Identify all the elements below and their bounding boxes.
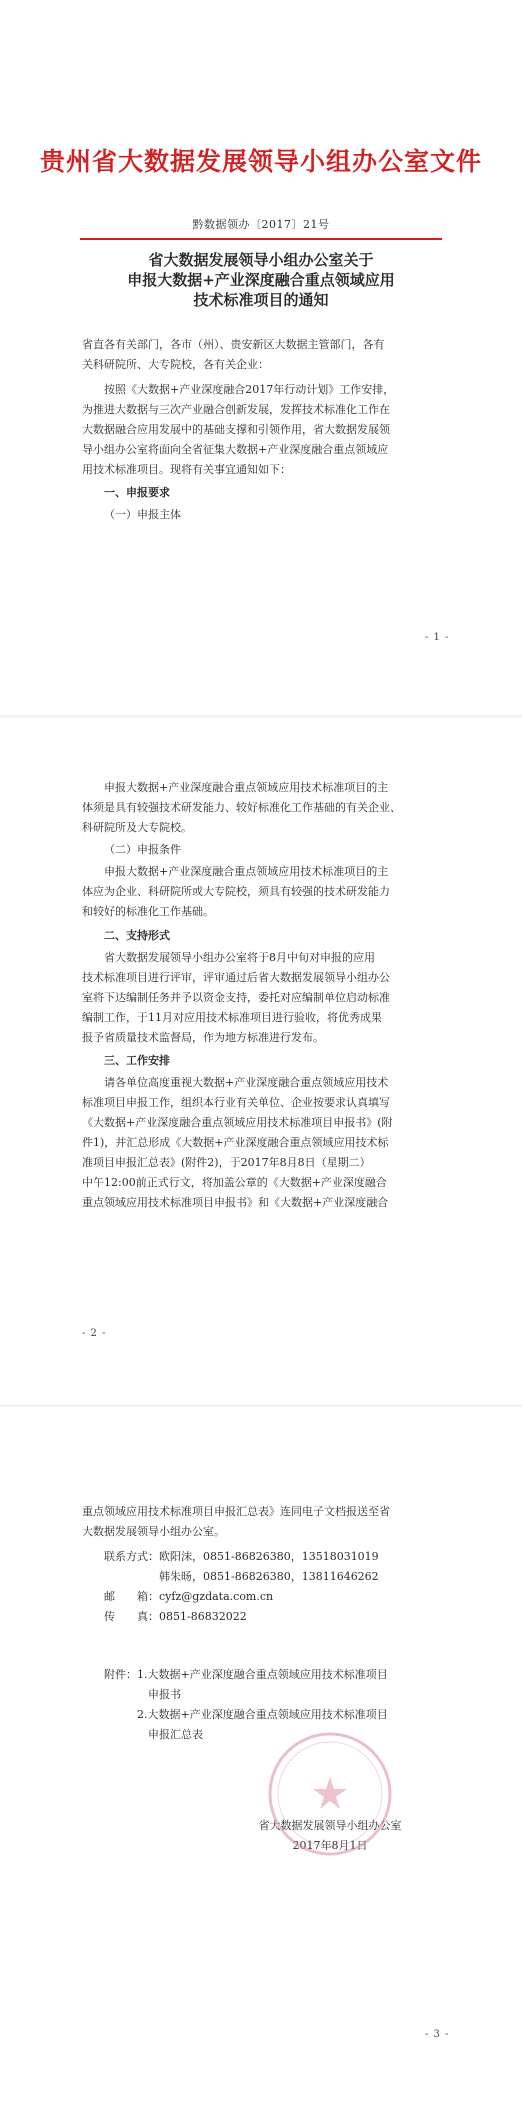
attachment-2: 2.大数据+产业深度融合重点领域应用技术标准项目 — [137, 1708, 388, 1721]
section-2-heading: 二、支持形式 — [104, 929, 170, 942]
fax-number: 0851-86832022 — [159, 1610, 247, 1623]
signature-date: 2017年8月1日 — [292, 1839, 368, 1852]
paragraph-continuation: 重点领域应用技术标准项目申报汇总表》连同电子文档报送至省 大数据发展领导小组办公室。 — [82, 1505, 390, 1538]
intro-paragraph: 按照《大数据+产业深度融合2017年行动计划》工作安排， 为推进大数据与三次产业融合创新发展，发挥技术标准化工作在 大数据融合应用发展中的基础支撑和引领作用，省大数据发展领 导小组办公室将面向全省征集大数据+产业深度融合重点领域应 用技术标准项目。现将有关事宜通知如下： — [82, 383, 395, 476]
section-1-heading: 一、申报要求 — [104, 486, 170, 499]
page-number: - 1 - — [425, 632, 450, 643]
signature-organization: 省大数据发展领导小组办公室 — [258, 1819, 402, 1832]
paragraph-arrangement: 请各单位高度重视大数据+产业深度融合重点领域应用技术 标准项目申报工作，组织本行业有关单位、企业按要求认真填写 《大数据+产业深度融合重点领域应用技术标准项目申报书》(附 件1)，并汇总形成《大数据+产业深度融合重点领域应用技术标 准项目申报汇总表》(附件2)，于2017年8月8日（星期二） 中午12:00前正式行文，将加盖公章的《大数据+产业深度融合 重点领域应用技术标准项目申报书》和《大数据+产业深度融合 — [82, 1076, 393, 1209]
paragraph-support: 省大数据发展领导小组办公室将于8月中旬对申报的应用 技术标准项目进行评审，评审通过后省大数据发展领导小组办公 室将下达编制任务并予以资金支持，委托对应编制单位启动标准 编制工作，于11月对应用技术标准项目进行验收，将优秀成果 报予省质量技术监督局，作为地方标准进行发布。 — [82, 951, 390, 1044]
contact-2: 韩朱旸，0851-86826380，13811646262 — [159, 1570, 379, 1583]
document-header-title: 贵州省大数据发展领导小组办公室文件 — [39, 147, 482, 176]
page-number: - 3 - — [425, 2029, 450, 2040]
section-1-sub-2: （二）申报条件 — [104, 843, 181, 856]
page-2 — [0, 718, 522, 1404]
attachments: 附件：1.大数据+产业深度融合重点领域应用技术标准项目 申报书 2.大数据+产业深度融合重点领域应用技术标准项目 申报汇总表 — [104, 1665, 454, 1745]
contact-block: 联系方式：欧阳沫，0851-86826380，13518031019 韩朱旸，0851-86826380，13811646262 邮 箱：cyfz@gzdata.com.cn 传 真：0851-86832022 — [104, 1547, 444, 1627]
section-1-sub-1: （一）申报主体 — [104, 508, 181, 521]
paragraph-subject: 申报大数据+产业深度融合重点领域应用技术标准项目的主 体须是具有较强技术研发能力、较好标准化工作基础的有关企业、 科研院所及大专院校。 — [82, 781, 401, 834]
paragraph-conditions: 申报大数据+产业深度融合重点领域应用技术标准项目的主 体应为企业、科研院所或大专院校，须具有较强的技术研发能力 和较好的标准化工作基础。 — [82, 865, 390, 918]
contact-1: 欧阳沫，0851-86826380，13518031019 — [159, 1550, 379, 1563]
official-seal-stamp — [265, 1729, 395, 1859]
email-address: cyfz@gzdata.com.cn — [159, 1590, 274, 1603]
document-number: 黔数据领办〔2017〕21号 — [192, 218, 330, 231]
attachment-1: 1.大数据+产业深度融合重点领域应用技术标准项目 — [137, 1668, 388, 1681]
page-1 — [0, 0, 522, 715]
page-3 — [0, 1407, 522, 2107]
notice-title: 省大数据发展领导小组办公室关于 申报大数据+产业深度融合重点领域应用 技术标准项目的通知 — [127, 251, 395, 309]
page-number: - 2 - — [82, 1328, 107, 1339]
red-divider — [80, 238, 442, 240]
recipients: 省直各有关部门，各市（州）、贵安新区大数据主管部门，各有 关科研院所、大专院校，各有关企业： — [82, 338, 385, 371]
section-3-heading: 三、工作安排 — [104, 1054, 170, 1067]
